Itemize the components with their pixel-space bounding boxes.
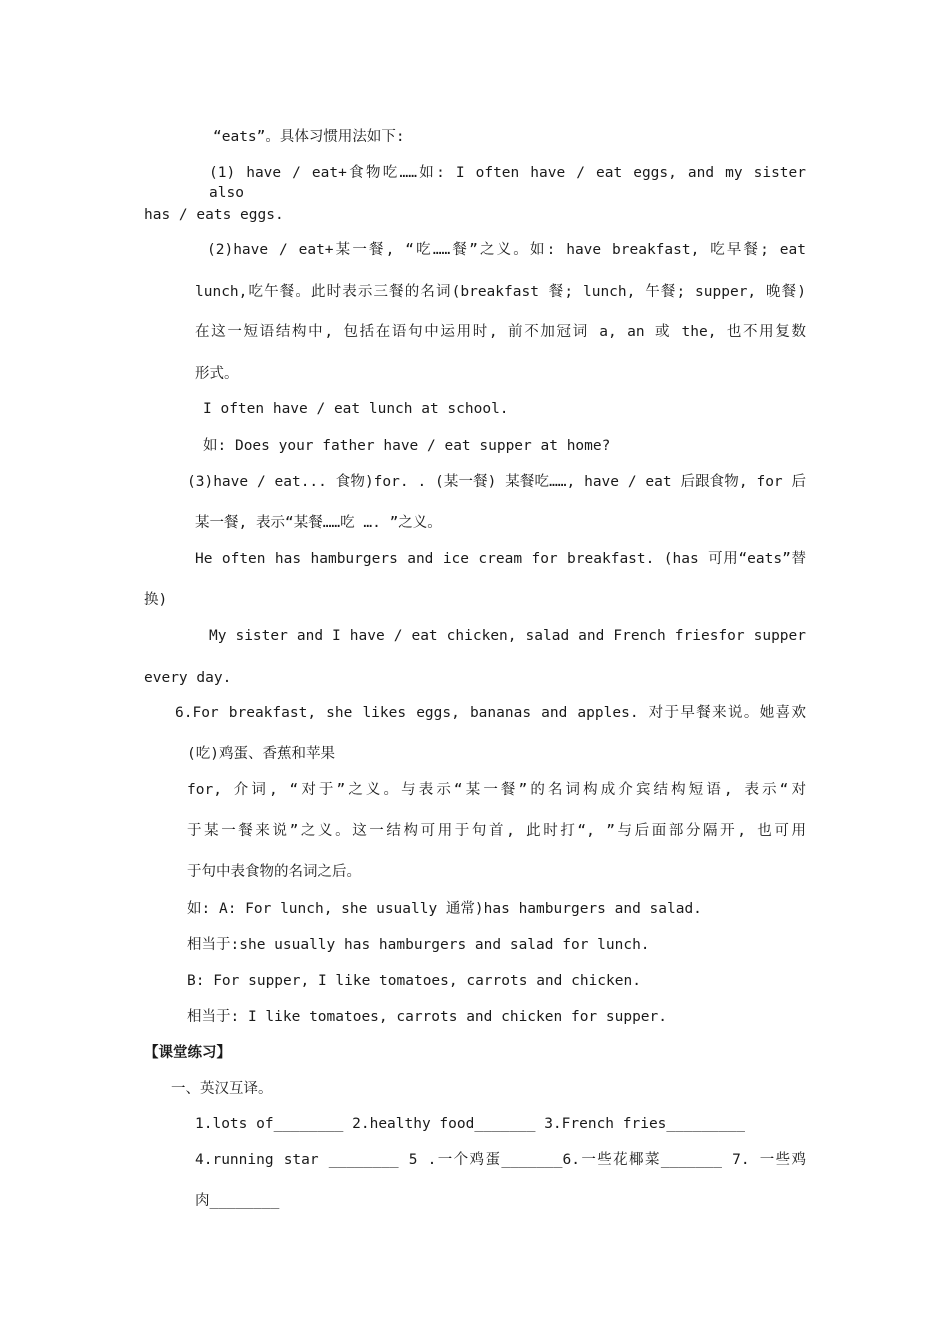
text-line: has / eats eggs. (144, 207, 284, 223)
text-line: He often has hamburgers and ice cream for breakfast. (has 可用“eats”替 (195, 551, 806, 567)
exercise-heading: 一、英汉互译。 (171, 1081, 273, 1097)
exercise-line: 肉________ (195, 1193, 280, 1209)
exercise-line: 1.lots of________ 2.healthy food_______ 3.French fries_________ (195, 1116, 745, 1132)
text-line: 如: Does your father have / eat supper at home? (203, 438, 611, 454)
exercise-line: 4.running star ________ 5 .一个鸡蛋_______6.一些花椰菜_______ 7. 一些鸡 (195, 1152, 806, 1168)
text-line: 某一餐, 表示“某餐……吃 …. ”之义。 (195, 515, 442, 531)
text-line: 6.For breakfast, she likes eggs, bananas and apples. 对于早餐来说。她喜欢 (175, 705, 806, 721)
text-line: I often have / eat lunch at school. (203, 401, 509, 417)
text-line: for, 介词, “对于”之义。与表示“某一餐”的名词构成介宾结构短语, 表示“对 (187, 782, 806, 798)
text-line: 相当于: I like tomatoes, carrots and chicken for supper. (187, 1009, 667, 1025)
text-line: (3)have / eat... 食物)for. . (某一餐) 某餐吃……, have / eat 后跟食物, for 后 (187, 474, 806, 490)
text-line: (2)have / eat+某一餐, “吃……餐”之义。如: have breakfast, 吃早餐; eat (207, 242, 806, 258)
text-line: B: For supper, I like tomatoes, carrots and chicken. (187, 973, 641, 989)
text-line: 换) (144, 592, 168, 608)
text-line: My sister and I have / eat chicken, salad and French friesfor supper (209, 628, 806, 644)
text-line: 相当于:she usually has hamburgers and salad for lunch. (187, 937, 650, 953)
text-line: 在这一短语结构中, 包括在语句中运用时, 前不加冠词 a, an 或 the, 也不用复数 (195, 324, 806, 340)
text-line: 于某一餐来说”之义。这一结构可用于句首, 此时打“, ”与后面部分隔开, 也可用 (187, 823, 806, 839)
text-line: “eats”。具体习惯用法如下: (213, 129, 405, 145)
text-line: (吃)鸡蛋、香蕉和苹果 (187, 746, 335, 762)
text-line: 于句中表食物的名词之后。 (187, 864, 361, 880)
text-line: lunch,吃午餐。此时表示三餐的名词(breakfast 餐; lunch, 午餐; supper, 晚餐) (195, 284, 806, 300)
section-heading: 【课堂练习】 (144, 1045, 231, 1061)
text-line: 形式。 (195, 366, 239, 382)
text-line: every day. (144, 670, 232, 686)
text-line: 如: A: For lunch, she usually 通常)has hamburgers and salad. (187, 901, 702, 917)
text-line: (1) have / eat+食物吃……如: I often have / eat eggs, and my sister also (209, 165, 806, 201)
